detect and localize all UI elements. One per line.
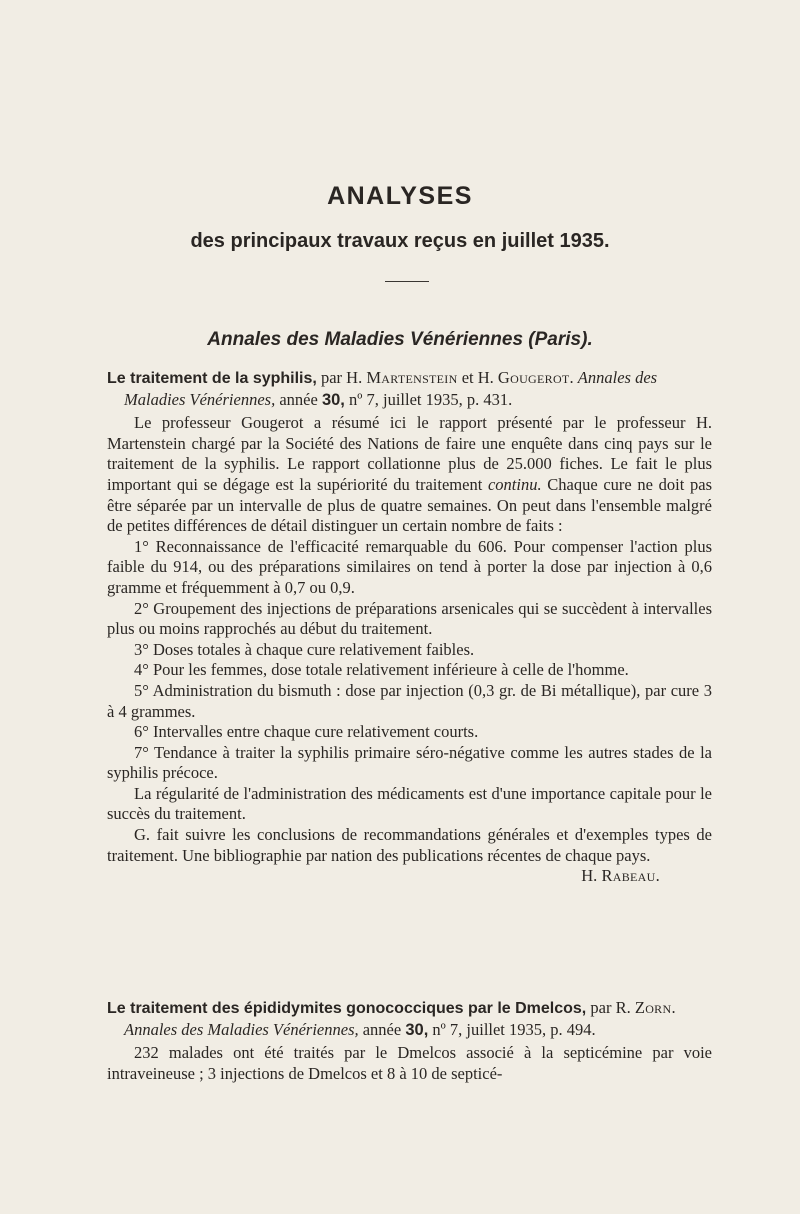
article-1-paragraph-1 [107, 413, 712, 537]
page-title: ANALYSES [327, 182, 473, 210]
article-1-volume: 30, [321, 390, 345, 409]
list-item: 1° Reconnaissance de l'efficacité remarquable du 606. Pour compenser l'action plus faible du 914, ou des préparations similaires on tend à porter la dose par injection à 0,6 gramme et fréquemment à 0,7 ou 0,9. [107, 536, 712, 597]
article-2-by: par R. [586, 998, 635, 1017]
journal-heading: Annales des Maladies Vénériennes (Paris). [207, 329, 593, 350]
list-item: 6° Intervalles entre chaque cure relativement courts. [134, 722, 479, 742]
article-2-journal-ref: Annales des Maladies Vénériennes, [124, 1019, 359, 1039]
signature-name: Rabeau. [601, 866, 660, 886]
article-1-citation-post: nº 7, juillet 1935, p. 431. [344, 389, 513, 409]
article-1 [107, 368, 712, 887]
page-subtitle: des principaux travaux reçus en juillet 1935. [190, 230, 610, 252]
article-2-volume: 30, [405, 1020, 429, 1039]
signature-initial: H. [581, 866, 602, 886]
list-item: 2° Groupement des injections de préparations arsenicales qui se succèdent à intervalles plus ou moins rapprochés au début du traitement. [107, 598, 712, 639]
article-2-paragraph-1: 232 malades ont été traités par le Dmelcos associé à la septicémine par voie intraveineuse ; 3 injections de Dmelcos et 8 à 10 de septicé- [107, 1043, 712, 1083]
list-item: 7° Tendance à traiter la syphilis primaire séro-négative comme les autres stades de la syphilis précoce. [107, 742, 712, 783]
list-item: 5° Administration du bismuth : dose par injection (0,3 gr. de Bi métallique), par cure 3 à 4 grammes. [107, 680, 712, 721]
title-divider [385, 281, 429, 282]
article-1-paragraph-1a: Le professeur Gougerot a résumé ici le rapport présenté par le professeur H. Martenstein chargé par la Société des Nations de faire une enquête dans cinq pays sur le traitement de la syphilis. Le rapport collationne plus de 25.000 fiches. Le fait le plus important qui se dégage est la supériorité du traitement [107, 413, 712, 494]
article-2-title: Le traitement des épididymites gonococciques par le Dmelcos, [107, 1000, 587, 1017]
article-1-emphasis: continu. [487, 474, 542, 494]
article-1-author-2: Gougerot. [497, 368, 574, 387]
list-item: 3° Doses totales à chaque cure relativement faibles. [134, 639, 475, 659]
article-1-paragraph-2: La régularité de l'administration des médicaments est d'une importance capitale pour le succès du traitement. [107, 783, 712, 824]
article-1-signature [554, 866, 660, 887]
article-1-citation-pre: année [275, 389, 322, 409]
article-1-by: par H. [316, 368, 367, 387]
article-1-paragraph-3-text: G. fait suivre les conclusions de recommandations générales et d'exemples types de traitement. Une bibliographie par nation des publications récentes de chaque pays. [107, 825, 712, 865]
article-1-heading [107, 368, 712, 390]
article-2-heading [107, 998, 712, 1020]
article-1-citation [107, 390, 712, 411]
article-1-author-1: Martenstein [366, 368, 458, 387]
article-2 [107, 998, 712, 1084]
article-1-journal-ref: Annales des [573, 368, 658, 387]
article-1-paragraph-3 [107, 825, 712, 887]
article-1-et: et H. [457, 368, 498, 387]
article-2-citation-pre: année [358, 1019, 406, 1039]
article-1-paragraph-1b: Chaque cure ne doit pas être séparée par un intervalle de plus de quatre semaines. On peut dans l'ensemble malgré de petites différences de détail distinguer un certain nombre de faits : [107, 474, 713, 536]
article-2-citation [107, 1020, 712, 1041]
article-1-title: Le traitement de la syphilis, [107, 370, 317, 387]
list-item: 4° Pour les femmes, dose totale relativement inférieure à celle de l'homme. [134, 660, 629, 680]
article-2-citation-post: nº 7, juillet 1935, p. 494. [428, 1019, 596, 1039]
article-2-author: Zorn. [634, 998, 676, 1017]
article-1-journal-ref-2: Maladies Vénériennes, [124, 389, 276, 409]
